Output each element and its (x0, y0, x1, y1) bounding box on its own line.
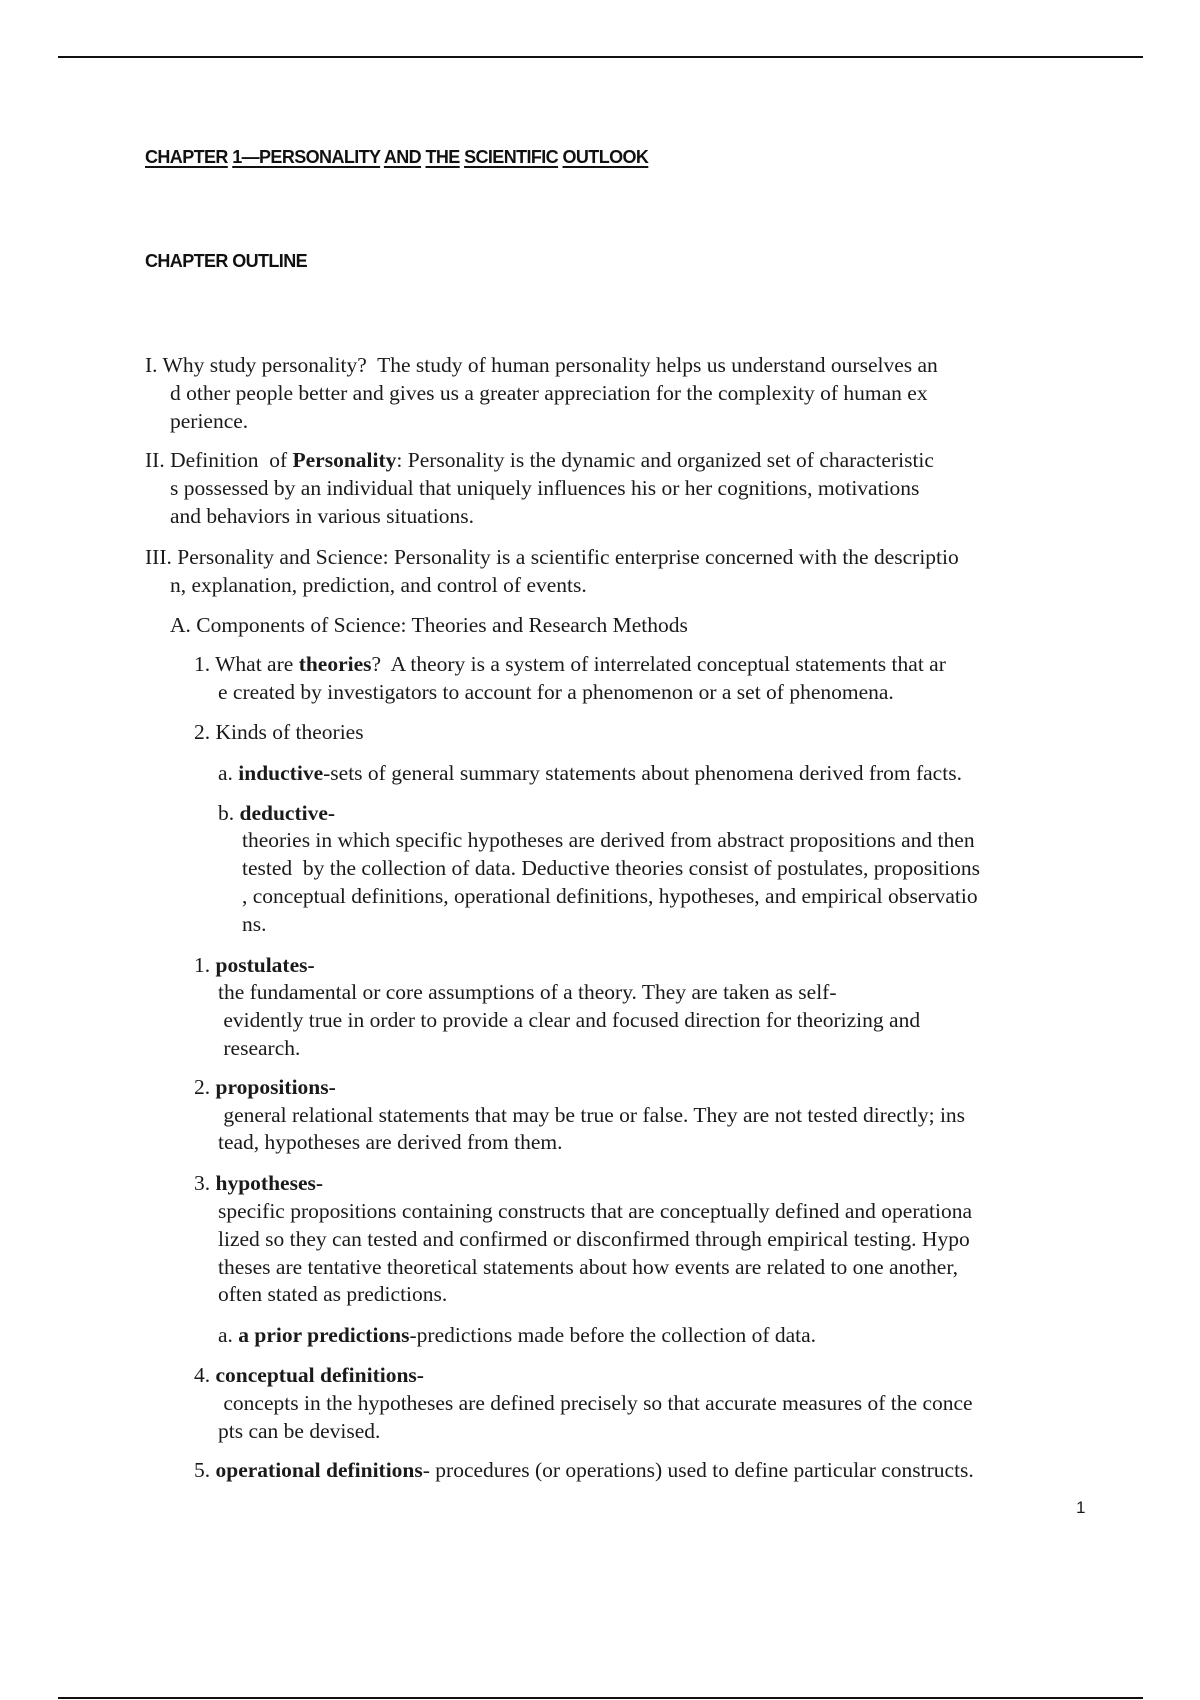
outline-line: pts can be devised. (218, 1419, 381, 1443)
title-word: 1—PERSONALITY (232, 147, 381, 167)
outline-line: I. Why study personality? The study of human personality helps us understand ourselves an (145, 353, 938, 377)
outline-line: 5. operational definitions- procedures (or operations) used to define particular constructs. (194, 1458, 974, 1482)
outline-line: n, explanation, prediction, and control of events. (170, 573, 587, 597)
title-word: AND (383, 147, 422, 167)
outline-line: often stated as predictions. (218, 1282, 448, 1306)
title-word: SCIENTIFIC (464, 147, 559, 167)
title-word: CHAPTER (145, 147, 228, 167)
outline-line: 1. What are theories? A theory is a system of interrelated conceptual statements that ar (194, 652, 946, 676)
outline-line: A. Components of Science: Theories and Research Methods (170, 613, 688, 637)
outline-line: tested by the collection of data. Deductive theories consist of postulates, propositions (242, 856, 981, 880)
outline-line: d other people better and gives us a greater appreciation for the complexity of human ex (170, 381, 928, 405)
outline-line: general relational statements that may be true or false. They are not tested directly; ins (218, 1103, 966, 1127)
outline-line: concepts in the hypotheses are defined precisely so that accurate measures of the conce (218, 1391, 973, 1415)
page-number: 1 (1076, 1498, 1086, 1517)
outline-line: e created by investigators to account for a phenomenon or a set of phenomena. (218, 680, 894, 704)
outline-line: 4. conceptual definitions- (194, 1363, 424, 1387)
outline-line: a. a prior predictions-predictions made before the collection of data. (218, 1323, 817, 1347)
outline-line: 3. hypotheses- (194, 1171, 324, 1195)
outline-line: the fundamental or core assumptions of a theory. They are taken as self- (218, 980, 837, 1004)
outline-line: II. Definition of Personality: Personality is the dynamic and organized set of characteristic (145, 448, 934, 472)
outline-line: theses are tentative theoretical statements about how events are related to one another, (218, 1255, 958, 1279)
outline-line: specific propositions containing constructs that are conceptually defined and operationa (218, 1199, 973, 1223)
bottom-rule (58, 1697, 1143, 1699)
title-word: OUTLOOK (562, 147, 649, 167)
top-rule (58, 56, 1143, 58)
outline-line: tead, hypotheses are derived from them. (218, 1130, 563, 1154)
outline-line: and behaviors in various situations. (170, 504, 474, 528)
outline-line: 1. postulates- (194, 953, 315, 977)
outline-line: lized so they can tested and confirmed or disconfirmed through empirical testing. Hypo (218, 1227, 970, 1251)
outline-line: research. (218, 1036, 301, 1060)
outline-line: 2. Kinds of theories (194, 720, 364, 744)
outline-line: perience. (170, 409, 249, 433)
outline-line: a. inductive-sets of general summary statements about phenomena derived from facts. (218, 761, 962, 785)
outline-line: ns. (242, 912, 267, 936)
outline-heading: CHAPTER OUTLINE (145, 251, 308, 271)
outline-line: 2. propositions- (194, 1075, 336, 1099)
outline-line: b. deductive- (218, 801, 336, 825)
outline-line: evidently true in order to provide a clear and focused direction for theorizing and (218, 1008, 921, 1032)
outline-line: , conceptual definitions, operational definitions, hypotheses, and empirical observatio (242, 884, 978, 908)
outline-line: theories in which specific hypotheses are derived from abstract propositions and then (242, 828, 975, 852)
outline-line: s possessed by an individual that uniquely influences his or her cognitions, motivations (170, 476, 920, 500)
outline-line: III. Personality and Science: Personality is a scientific enterprise concerned with the descriptio (145, 545, 959, 569)
title-word: THE (425, 147, 460, 167)
chapter-title (145, 147, 648, 168)
